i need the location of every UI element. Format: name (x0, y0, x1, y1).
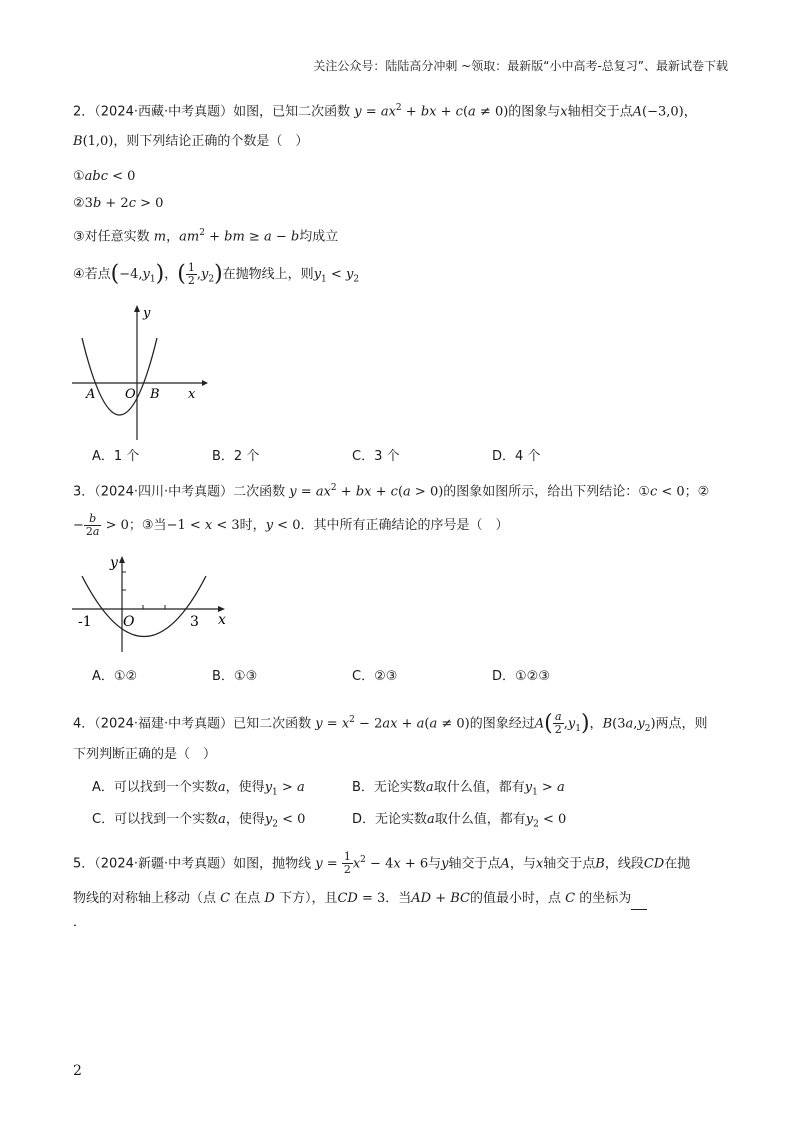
q3-option-d[interactable]: D．①②③ (492, 669, 550, 684)
q2-y-arrow (134, 305, 140, 312)
q4-line2: 下列判断正确的是（ ） (73, 747, 217, 762)
q3-option-a[interactable]: A．①② (92, 669, 138, 684)
q3-option-c[interactable]: C．②③ (352, 669, 398, 684)
q3-y-label: y (110, 555, 118, 571)
q3-y-arrow (119, 556, 125, 563)
q4-option-a[interactable]: A．可以找到一个实数a，使得$y_1 > a$ (92, 780, 305, 798)
q2-parabola-graph (70, 302, 210, 442)
q3-option-b[interactable]: B．①③ (212, 669, 258, 684)
q2-y-label: y (143, 306, 151, 321)
q3-three-label: 3 (190, 614, 199, 630)
q2-option-c[interactable]: C．3 个 (352, 449, 400, 464)
q4-option-c[interactable]: C．可以找到一个实数a，使得$y_2 < 0$ (92, 812, 306, 830)
q4-line1: 4．（2024·福建·中考真题）已知二次函数 $y = x^2 - 2ax + a(a \ne 0)$的图象经过A( $\frac{a}{2}$ $,y_1$)，$B(3a,y_2)$两点，则 (73, 710, 708, 737)
page-number: 2 (73, 1063, 82, 1079)
q2-statement-2: ②3b + 2c > 0 (73, 196, 164, 211)
q3-line2: − $\frac{b}{2a}$ > 0；③当−1 < x < 3时，y < 0．其中所有正确结论的序号是（ ） (73, 512, 509, 538)
q2-statement-4: ④若点$(-4,y_1)$，( $\frac{1}{2}$ $,y_2$)在抛物线上，则$y_1 < y_2$ (73, 261, 360, 287)
q2-option-a[interactable]: A．1 个 (92, 449, 140, 464)
q2-parabola-curve (82, 338, 157, 415)
q5-line1: 5．（2024·新疆·中考真题）如图，抛物线 y = $\frac{1}{2}$ $x^2 - 4x + 6$与y轴交于点A，与x轴交于点B，线段CD在抛 (73, 850, 691, 877)
q2-statement-3: ③对任意实数 m，$am^2$ + bm ≥ a − b均成立 (73, 228, 339, 245)
q2-option-b[interactable]: B．2 个 (212, 449, 260, 464)
q2-x-arrow (202, 380, 208, 386)
header-banner: 关注公众号：陆陆高分冲刺 ~领取：最新版“小中高考-总复习”、最新试卷下载 (313, 59, 728, 73)
q2-option-d[interactable]: D．4 个 (492, 449, 541, 464)
q2-origin-label: O (125, 387, 136, 402)
q5-answer-blank[interactable] (631, 889, 647, 910)
q5-end-dot: ． (73, 915, 87, 930)
q2-x-label: x (188, 387, 196, 402)
q2-statement-1: ①abc < 0 (73, 169, 136, 184)
q2-line2: B(1,0)，则下列结论正确的个数是（ ） (73, 134, 309, 149)
q3-parabola-curve (82, 576, 206, 637)
q3-origin-label: O (123, 614, 135, 630)
q4-option-b[interactable]: B．无论实数a取什么值，都有$y_1 > a$ (352, 780, 565, 798)
q3-minus1-label: -1 (78, 614, 92, 630)
q2-point-a-label: A (86, 387, 96, 402)
q3-line1: 3．（2024·四川·中考真题）二次函数 $y = ax^2$ + bx + c(a > 0)的图象如图所示，给出下列结论：①c < 0；② (73, 483, 710, 500)
q4-option-d[interactable]: D．无论实数a取什么值，都有$y_2 < 0$ (352, 812, 567, 830)
q3-parabola-graph (70, 552, 240, 662)
q5-line2: 物线的对称轴上移动（点 C 在点 D 下方），且CD = 3．当AD + BC的值最小时，点 C 的坐标为 (73, 889, 647, 910)
q2-point-b-label: B (150, 387, 160, 402)
q3-x-label: x (218, 612, 226, 628)
q2-line1: 2．（2024·西藏·中考真题）如图，已知二次函数 $y = ax^2$ + bx + c(a ≠ 0)的图象与x轴相交于点A(−3,0)， (73, 103, 697, 120)
